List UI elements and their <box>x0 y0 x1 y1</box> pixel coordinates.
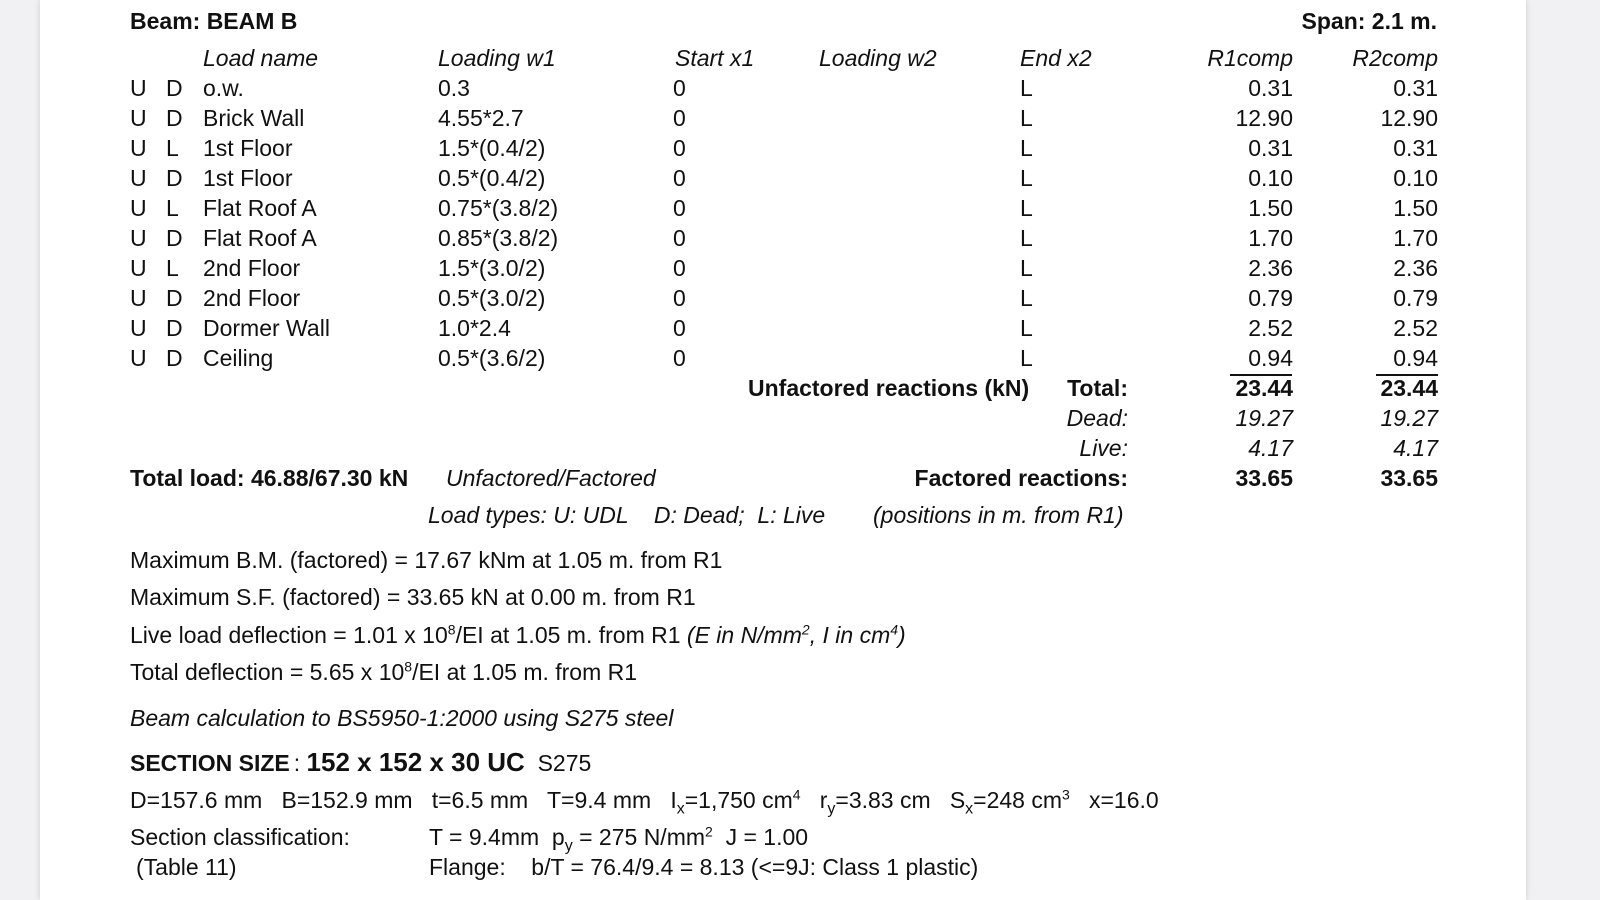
classification-table-ref: (Table 11) <box>136 854 237 880</box>
flange-T: T=9.4 mm <box>546 787 652 813</box>
row-r2comp: 0.31 <box>1393 75 1438 101</box>
total-label: Total: <box>1067 375 1128 401</box>
row-load-type: U <box>130 225 147 251</box>
row-end-x2: L <box>1020 75 1033 101</box>
row-r1comp: 2.52 <box>1248 315 1293 341</box>
dead-r1: 19.27 <box>1235 405 1293 431</box>
total-load-note: Unfactored/Factored <box>446 465 656 491</box>
row-load-type: U <box>130 345 147 371</box>
total-load: Total load: 46.88/67.30 kN <box>130 465 409 491</box>
row-r2comp: 1.50 <box>1393 195 1438 221</box>
max-shear-force: Maximum S.F. (factored) = 33.65 kN at 0.00 m. from R1 <box>130 584 696 610</box>
row-load-type: U <box>130 285 147 311</box>
row-load-category: D <box>166 315 183 341</box>
total-r1: 23.44 <box>1235 375 1293 401</box>
row-load-category: D <box>166 345 183 371</box>
row-load-type: U <box>130 135 147 161</box>
row-load-name: o.w. <box>203 75 244 101</box>
col-loading-w1: Loading w1 <box>438 45 556 71</box>
col-end-x2: End x2 <box>1020 45 1092 71</box>
design-standard: Beam calculation to BS5950-1:2000 using S275 steel <box>130 705 674 731</box>
row-r2comp: 2.52 <box>1393 315 1438 341</box>
live-r2: 4.17 <box>1393 435 1438 461</box>
row-end-x2: L <box>1020 195 1033 221</box>
row-start-x1: 0 <box>673 135 686 161</box>
dead-label: Dead: <box>1066 405 1128 431</box>
row-r2comp: 2.36 <box>1393 255 1438 281</box>
row-start-x1: 0 <box>673 165 686 191</box>
row-loading-w1: 1.5*(3.0/2) <box>438 255 546 281</box>
row-end-x2: L <box>1020 225 1033 251</box>
live-r1: 4.17 <box>1248 435 1293 461</box>
row-start-x1: 0 <box>673 75 686 101</box>
col-loading-w2: Loading w2 <box>819 45 937 71</box>
torsion-x: x=16.0 <box>1089 787 1159 813</box>
row-loading-w1: 0.3 <box>438 75 470 101</box>
section-size-line: SECTION SIZE : 152 x 152 x 30 UC S275 <box>130 747 592 777</box>
classification-line-1: T = 9.4mm $p_y = 275$ $N/mm^2$ Ј = 1.00 <box>429 823 809 855</box>
row-r2comp: 12.90 <box>1380 105 1438 131</box>
row-loading-w1: 4.55*2.7 <box>438 105 524 131</box>
row-r2comp: 0.31 <box>1393 135 1438 161</box>
row-load-name: 2nd Floor <box>203 285 301 311</box>
dead-r2: 19.27 <box>1380 405 1438 431</box>
row-load-name: Flat Roof A <box>203 195 317 221</box>
max-bending-moment: Maximum B.M. (factored) = 17.67 kNm at 1.05 m. from R1 <box>130 547 723 573</box>
inertia-Ix: $I_x=1,750$ $cm^4$ <box>670 786 801 818</box>
row-start-x1: 0 <box>673 255 686 281</box>
row-load-name: 1st Floor <box>203 135 293 161</box>
row-loading-w1: 1.0*2.4 <box>438 315 511 341</box>
row-load-name: 2nd Floor <box>203 255 301 281</box>
classification-label: Section classification: <box>130 824 350 850</box>
row-load-type: U <box>130 75 147 101</box>
col-r2comp: R2comp <box>1352 45 1438 71</box>
row-load-category: L <box>166 195 179 221</box>
row-load-name: Dormer Wall <box>203 315 330 341</box>
factored-r2: 33.65 <box>1380 465 1438 491</box>
section-properties <box>130 786 1159 818</box>
row-end-x2: L <box>1020 135 1033 161</box>
web-t: t=6.5 mm <box>431 787 529 813</box>
row-load-type: U <box>130 255 147 281</box>
row-load-name: 1st Floor <box>203 165 293 191</box>
total-r2: 23.44 <box>1380 375 1438 401</box>
load-types-legend: Load types: U: UDL D: Dead; L: Live <box>428 502 826 528</box>
row-end-x2: L <box>1020 315 1033 341</box>
row-r2comp: 0.79 <box>1393 285 1438 311</box>
live-load-deflection: Live load deflection = 1.01 x $10^8/EI$ at 1.05 m. from R1 (E in $N/mm^2$, I in $cm^4$) <box>130 621 906 648</box>
row-end-x2: L <box>1020 345 1033 371</box>
span-label: Span: 2.1 m. <box>1301 8 1437 34</box>
modulus-Sx: $S_x=248$ $cm^3$ <box>949 786 1070 818</box>
row-start-x1: 0 <box>673 345 686 371</box>
row-r1comp: 0.31 <box>1248 75 1293 101</box>
row-end-x2: L <box>1020 165 1033 191</box>
live-label: Live: <box>1079 435 1128 461</box>
row-end-x2: L <box>1020 255 1033 281</box>
col-load-name: Load name <box>203 45 319 71</box>
row-load-category: D <box>166 225 183 251</box>
row-r2comp: 0.94 <box>1393 345 1438 371</box>
row-load-name: Brick Wall <box>203 105 305 131</box>
row-r1comp: 0.10 <box>1248 165 1293 191</box>
row-load-category: L <box>166 135 179 161</box>
row-r1comp: 2.36 <box>1248 255 1293 281</box>
factored-r1: 33.65 <box>1235 465 1293 491</box>
row-load-type: U <box>130 315 147 341</box>
row-load-type: U <box>130 165 147 191</box>
row-load-name: Ceiling <box>203 345 274 371</box>
row-load-name: Flat Roof A <box>203 225 317 251</box>
row-loading-w1: 0.5*(3.6/2) <box>438 345 546 371</box>
row-loading-w1: 0.75*(3.8/2) <box>438 195 559 221</box>
row-r1comp: 12.90 <box>1235 105 1293 131</box>
row-start-x1: 0 <box>673 195 686 221</box>
breadth-B: B=152.9 mm <box>281 787 413 813</box>
row-start-x1: 0 <box>673 105 686 131</box>
row-r1comp: 0.79 <box>1248 285 1293 311</box>
row-start-x1: 0 <box>673 285 686 311</box>
row-load-category: D <box>166 75 183 101</box>
positions-note: (positions in m. from R1) <box>873 502 1124 528</box>
total-deflection: Total deflection = 5.65 x $10^8/EI$ at 1.05 m. from R1 <box>130 658 638 685</box>
row-loading-w1: 0.5*(3.0/2) <box>438 285 546 311</box>
row-end-x2: L <box>1020 285 1033 311</box>
depth-D: D=157.6 mm <box>130 787 263 813</box>
row-r2comp: 0.10 <box>1393 165 1438 191</box>
row-loading-w1: 0.5*(0.4/2) <box>438 165 546 191</box>
row-start-x1: 0 <box>673 225 686 251</box>
beam-title: Beam: BEAM B <box>130 8 298 34</box>
row-start-x1: 0 <box>673 315 686 341</box>
row-load-category: D <box>166 105 183 131</box>
row-loading-w1: 0.85*(3.8/2) <box>438 225 559 251</box>
calculation-page <box>40 0 1526 900</box>
row-loading-w1: 1.5*(0.4/2) <box>438 135 546 161</box>
col-r1comp: R1comp <box>1207 45 1293 71</box>
row-load-category: D <box>166 285 183 311</box>
row-r1comp: 1.70 <box>1248 225 1293 251</box>
row-end-x2: L <box>1020 105 1033 131</box>
col-start-x1: Start x1 <box>675 45 755 71</box>
row-r1comp: 0.31 <box>1248 135 1293 161</box>
factored-reactions-label: Factored reactions: <box>914 465 1128 491</box>
row-r2comp: 1.70 <box>1393 225 1438 251</box>
row-r1comp: 0.94 <box>1248 345 1293 371</box>
classification-line-2: Flange: b/T = 76.4/9.4 = 8.13 (<=9Ј: Class 1 plastic) <box>429 854 979 880</box>
row-load-category: L <box>166 255 179 281</box>
row-r1comp: 1.50 <box>1248 195 1293 221</box>
unfactored-reactions-label: Unfactored reactions (kN) <box>748 375 1030 401</box>
radius-ry: $r_y=3.83$ cm <box>819 787 931 818</box>
row-load-type: U <box>130 105 147 131</box>
row-load-category: D <box>166 165 183 191</box>
row-load-type: U <box>130 195 147 221</box>
